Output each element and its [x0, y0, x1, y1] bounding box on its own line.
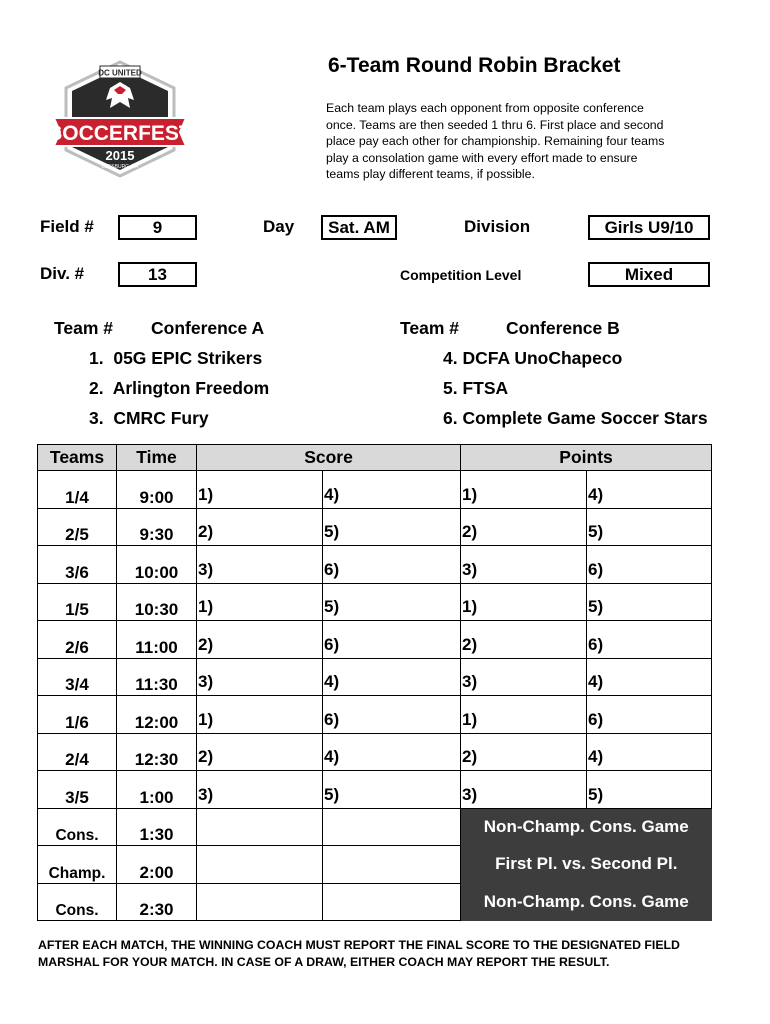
- match-teams: 1/5: [38, 583, 117, 621]
- table-row: [38, 658, 712, 696]
- team-name: CMRC Fury: [113, 408, 209, 428]
- match-time: 2:00: [117, 846, 197, 884]
- soccerfest-logo: [50, 58, 190, 180]
- match-teams: 3/5: [38, 771, 117, 809]
- field-label: Field #: [40, 217, 94, 236]
- match-teams: Cons.: [38, 883, 117, 921]
- score-cell[interactable]: 1): [197, 583, 323, 621]
- score-cell[interactable]: 1): [197, 696, 323, 734]
- team-number: 3.: [89, 408, 104, 428]
- points-cell[interactable]: 4): [587, 733, 712, 771]
- match-teams: 1/6: [38, 696, 117, 734]
- team-entry: [443, 348, 622, 369]
- points-cell[interactable]: 6): [587, 696, 712, 734]
- score-cell[interactable]: 6): [323, 696, 461, 734]
- points-cell[interactable]: 6): [587, 621, 712, 659]
- match-time: 10:00: [117, 546, 197, 584]
- score-cell[interactable]: 3): [197, 658, 323, 696]
- score-cell[interactable]: [197, 808, 323, 846]
- table-row: [38, 508, 712, 546]
- points-cell[interactable]: 3): [461, 546, 587, 584]
- points-cell[interactable]: 3): [461, 658, 587, 696]
- score-cell[interactable]: 2): [197, 508, 323, 546]
- score-cell[interactable]: 5): [323, 583, 461, 621]
- points-cell[interactable]: 2): [461, 621, 587, 659]
- points-cell[interactable]: 1): [461, 583, 587, 621]
- team-entry: [443, 408, 708, 429]
- final-note: First Pl. vs. Second Pl.: [461, 846, 712, 884]
- team-number: 5.: [443, 378, 458, 398]
- team-name: FTSA: [462, 378, 509, 398]
- team-name: Complete Game Soccer Stars: [462, 408, 708, 428]
- match-teams: 2/5: [38, 508, 117, 546]
- match-time: 11:00: [117, 621, 197, 659]
- competition-box: Mixed: [588, 262, 710, 287]
- score-cell[interactable]: 4): [323, 733, 461, 771]
- team-number: 1.: [89, 348, 104, 368]
- team-num-header-a: Team #: [54, 318, 114, 338]
- score-cell[interactable]: 4): [323, 471, 461, 509]
- points-cell[interactable]: 6): [587, 546, 712, 584]
- final-note: Non-Champ. Cons. Game: [461, 883, 712, 921]
- match-teams: 3/4: [38, 658, 117, 696]
- points-cell[interactable]: 2): [461, 508, 587, 546]
- team-entry: [89, 348, 262, 369]
- score-cell[interactable]: [197, 846, 323, 884]
- match-time: 1:30: [117, 808, 197, 846]
- points-cell[interactable]: 3): [461, 771, 587, 809]
- score-cell[interactable]: [323, 883, 461, 921]
- table-row-final: [38, 883, 712, 921]
- match-teams: 1/4: [38, 471, 117, 509]
- table-row: [38, 546, 712, 584]
- div-num-box: 13: [118, 262, 197, 287]
- score-cell[interactable]: [197, 883, 323, 921]
- footer-instructions: AFTER EACH MATCH, THE WINNING COACH MUST REPORT THE FINAL SCORE TO THE DESIGNATED FIELD MARSHAL FOR YOUR MATCH. IN CASE OF A DRAW, EITHER COACH MAY REPORT THE RESULT.: [38, 938, 680, 969]
- table-row-final: [38, 846, 712, 884]
- points-cell[interactable]: 4): [587, 658, 712, 696]
- logo-main-text: SOCCERFEST: [50, 122, 190, 145]
- header-teams: Teams: [38, 445, 117, 471]
- score-cell[interactable]: 5): [323, 508, 461, 546]
- score-cell[interactable]: [323, 846, 461, 884]
- team-entry: [89, 408, 209, 429]
- day-box: Sat. AM: [321, 215, 397, 240]
- points-cell[interactable]: 2): [461, 733, 587, 771]
- score-cell[interactable]: [323, 808, 461, 846]
- match-time: 2:30: [117, 883, 197, 921]
- logo-year: 2015: [105, 148, 135, 163]
- team-entry: [443, 378, 508, 399]
- header-time: Time: [117, 445, 197, 471]
- team-num-header-b: Team #: [400, 318, 460, 338]
- match-teams: 3/6: [38, 546, 117, 584]
- score-cell[interactable]: 5): [323, 771, 461, 809]
- match-time: 1:00: [117, 771, 197, 809]
- score-cell[interactable]: 4): [323, 658, 461, 696]
- conference-b-title: Conference B: [506, 318, 620, 338]
- table-row: [38, 733, 712, 771]
- score-cell[interactable]: 3): [197, 546, 323, 584]
- match-time: 10:30: [117, 583, 197, 621]
- match-time: 9:30: [117, 508, 197, 546]
- score-cell[interactable]: 2): [197, 733, 323, 771]
- table-row: [38, 771, 712, 809]
- match-teams: Cons.: [38, 808, 117, 846]
- match-time: 12:00: [117, 696, 197, 734]
- intro-text: Each team plays each opponent from opposite conference once. Teams are then seeded 1 thru 6. First place and second place pay each other for championship. Remaining four teams play a consolation game with every effort made to ensure teams play different teams, if possible.: [326, 101, 665, 181]
- team-number: 4.: [443, 348, 458, 368]
- team-name: Arlington Freedom: [112, 378, 270, 398]
- table-row: [38, 696, 712, 734]
- points-cell[interactable]: 4): [587, 471, 712, 509]
- division-box: Girls U9/10: [588, 215, 710, 240]
- match-time: 12:30: [117, 733, 197, 771]
- division-label: Division: [464, 217, 531, 236]
- points-cell[interactable]: 5): [587, 583, 712, 621]
- points-cell[interactable]: 5): [587, 508, 712, 546]
- logo-sub-text: LEESBURG, VA: [101, 164, 139, 170]
- final-note: Non-Champ. Cons. Game: [461, 808, 712, 846]
- header-score: Score: [197, 445, 461, 471]
- schedule-table: [37, 444, 712, 921]
- match-teams: 2/4: [38, 733, 117, 771]
- team-entry: [89, 378, 269, 399]
- div-num-label: Div. #: [40, 264, 85, 283]
- team-number: 6.: [443, 408, 458, 428]
- score-cell[interactable]: 6): [323, 546, 461, 584]
- match-time: 9:00: [117, 471, 197, 509]
- match-time: 11:30: [117, 658, 197, 696]
- table-row: [38, 621, 712, 659]
- table-row: [38, 583, 712, 621]
- score-cell[interactable]: 1): [197, 471, 323, 509]
- table-row-final: [38, 808, 712, 846]
- conference-a-title: Conference A: [151, 318, 265, 338]
- team-name: 05G EPIC Strikers: [113, 348, 263, 368]
- points-cell[interactable]: 1): [461, 696, 587, 734]
- score-cell[interactable]: 6): [323, 621, 461, 659]
- points-cell[interactable]: 1): [461, 471, 587, 509]
- competition-label: Competition Level: [400, 267, 522, 283]
- table-row: [38, 471, 712, 509]
- schedule-header-row: [38, 445, 712, 471]
- team-name: DCFA UnoChapeco: [462, 348, 623, 368]
- header-points: Points: [461, 445, 712, 471]
- match-teams: 2/6: [38, 621, 117, 659]
- day-label: Day: [263, 217, 295, 236]
- match-teams: Champ.: [38, 846, 117, 884]
- team-number: 2.: [89, 378, 104, 398]
- logo-top-text: DC UNITED: [98, 68, 142, 78]
- points-cell[interactable]: 5): [587, 771, 712, 809]
- page-title: 6-Team Round Robin Bracket: [328, 54, 621, 77]
- field-number-box: 9: [118, 215, 197, 240]
- score-cell[interactable]: 2): [197, 621, 323, 659]
- score-cell[interactable]: 3): [197, 771, 323, 809]
